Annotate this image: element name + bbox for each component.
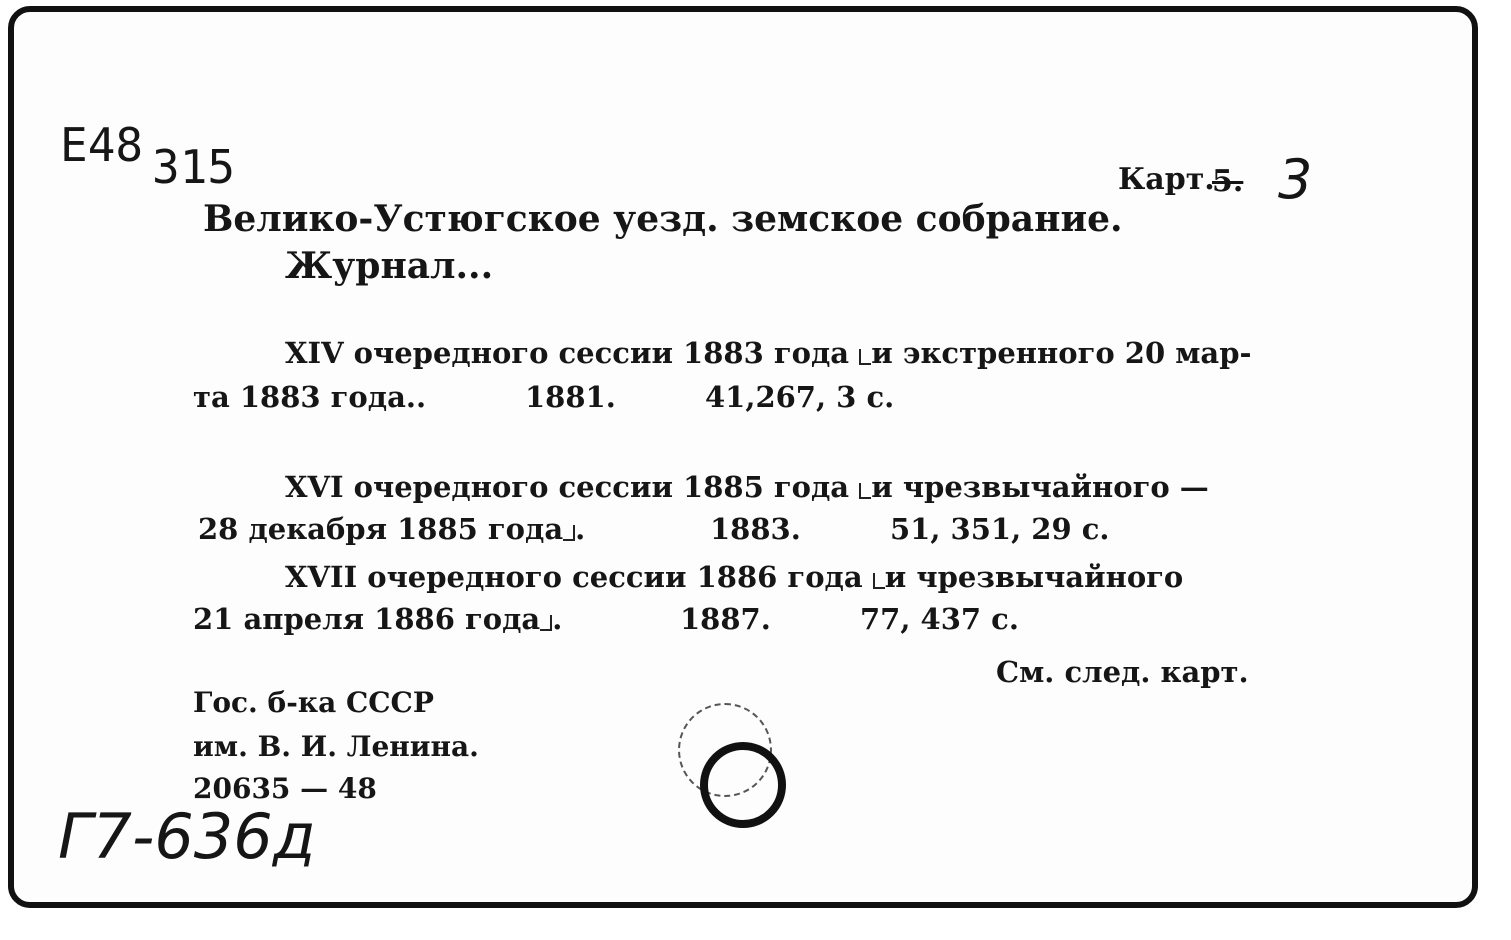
card-number-handwritten: 3: [1278, 148, 1313, 211]
entry-3-text-cont: и чрезвычайного: [884, 560, 1184, 594]
entry-2-text: XVI очередного сессии 1885 года: [285, 470, 850, 504]
entry-3-line-1: [285, 560, 1183, 594]
entry-1-year: 1881.: [525, 380, 616, 414]
entry-2-date: 28 декабря 1885 года: [198, 512, 564, 546]
entry-2-line-1: [285, 470, 1209, 504]
see-next-card: См. след. карт.: [996, 655, 1249, 689]
call-number-number: 315: [152, 140, 236, 194]
entry-1-line-2: та 1883 года..: [193, 380, 427, 414]
author-heading: Велико-Устюгское уезд. земское собрание.: [203, 198, 1123, 240]
entry-3-pages: 77, 437 с.: [860, 602, 1019, 636]
entry-2-year: 1883.: [710, 512, 801, 546]
entry-3-date: 21 апреля 1886 года: [193, 602, 541, 636]
handwritten-code: Г7-636д: [58, 800, 316, 873]
bracket-close: [563, 525, 575, 541]
library-line-2: им. В. И. Ленина.: [193, 730, 479, 763]
title-heading: Журнал...: [285, 245, 494, 287]
entry-3-year: 1887.: [680, 602, 771, 636]
entry-1-text: XIV очередного сессии 1883 года: [285, 336, 850, 370]
bracket-open: [859, 483, 871, 499]
entry-1-text-cont: и экстренного 20 мар-: [871, 336, 1252, 370]
entry-2-pages: 51, 351, 29 с.: [890, 512, 1110, 546]
entry-1-pages: 41,267, 3 с.: [705, 380, 895, 414]
entry-2-line-2: 28 декабря 1885 года .: [198, 512, 586, 546]
entry-3-line-2: 21 апреля 1886 года .: [193, 602, 563, 636]
punch-hole: [700, 742, 786, 828]
card-label: Карт.: [1118, 162, 1215, 197]
call-number-prefix: E48: [60, 118, 144, 172]
library-line-3: 20635 — 48: [193, 772, 377, 805]
library-line-1: Гос. б-ка СССР: [193, 686, 434, 719]
bracket-open: [873, 573, 885, 589]
card-number-struck: 5.: [1212, 164, 1244, 199]
bracket-close: [540, 615, 552, 631]
bracket-open: [859, 349, 871, 365]
entry-2-text-cont: и чрезвычайного —: [871, 470, 1209, 504]
entry-1-line-1: [285, 336, 1252, 370]
entry-3-text: XVII очередного сессии 1886 года: [285, 560, 863, 594]
